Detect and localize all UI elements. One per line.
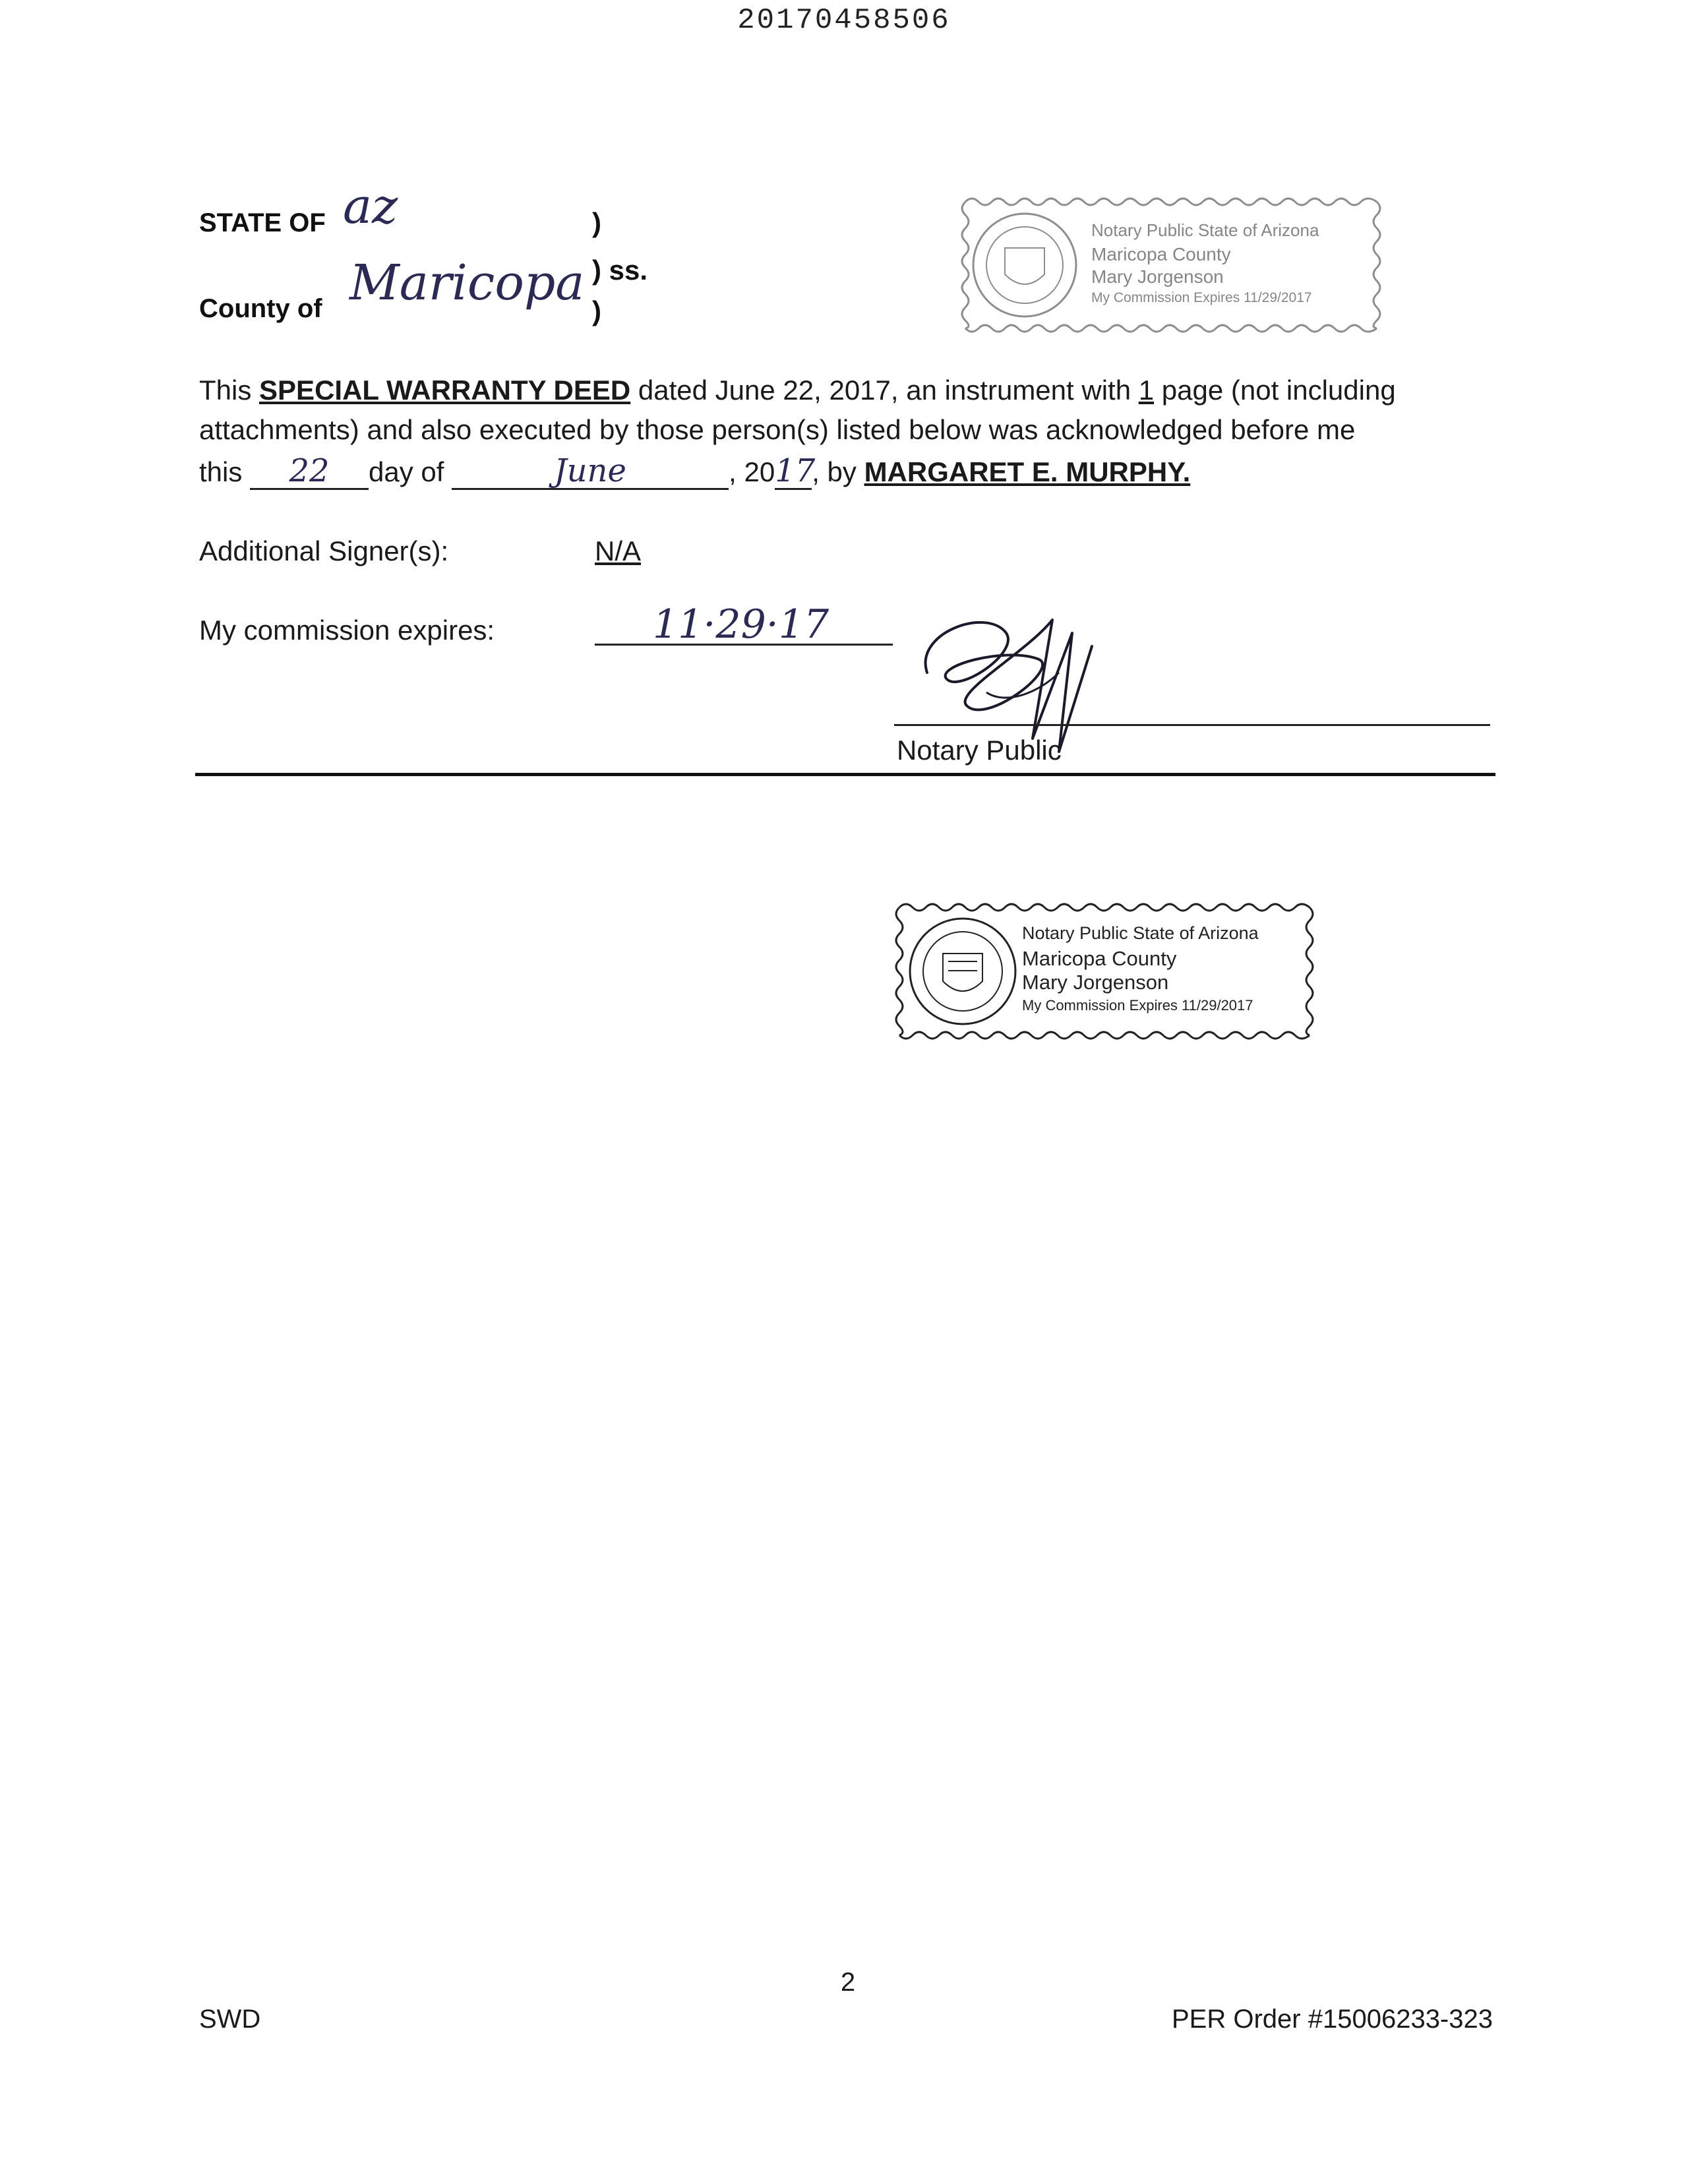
ack-line-2: attachments) and also executed by those person(s) listed below was acknowledged before me	[199, 414, 1356, 445]
ack-day-of: day of	[369, 456, 444, 487]
paren-3: )	[592, 295, 601, 326]
county-label: County of	[199, 294, 322, 323]
ss-label: ) ss.	[592, 255, 648, 286]
signature-line	[894, 724, 1490, 726]
stamp-line4: My Commission Expires 11/29/2017	[1022, 997, 1253, 1014]
additional-signers-label: Additional Signer(s):	[199, 535, 449, 566]
stamp-faded-line3: Mary Jorgenson	[1091, 266, 1224, 287]
stamp-line3: Mary Jorgenson	[1022, 971, 1169, 994]
ack-this-2: this	[199, 456, 243, 487]
state-handwritten: az	[343, 178, 398, 235]
year-blank	[775, 452, 816, 490]
notary-stamp-faded	[956, 193, 1386, 338]
ack-line-1	[199, 375, 1396, 406]
stamp-line2: Maricopa County	[1022, 947, 1177, 970]
notary-public-caption: Notary Public	[897, 735, 1062, 766]
stamp-faded-line4: My Commission Expires 11/29/2017	[1091, 290, 1312, 305]
document-number: 20170458506	[737, 4, 951, 37]
signer-name: MARGARET E. MURPHY.	[864, 456, 1191, 487]
stamp-faded-line1: Notary Public State of Arizona	[1091, 220, 1319, 240]
state-label: STATE OF	[199, 208, 326, 237]
section-divider	[195, 773, 1495, 776]
ack-seg2: page (not including	[1161, 375, 1396, 406]
notary-stamp	[890, 898, 1319, 1045]
additional-signers-value: N/A	[595, 535, 642, 566]
ack-by: , by	[812, 456, 857, 487]
county-handwritten: Maricopa	[349, 255, 585, 311]
commission-label: My commission expires:	[199, 615, 495, 646]
ack-seg1: dated June 22, 2017, an instrument with	[638, 375, 1131, 406]
stamp-faded-line2: Maricopa County	[1091, 244, 1231, 264]
day-handwritten: 22	[289, 452, 330, 489]
month-blank	[452, 452, 729, 490]
deed-title: SPECIAL WARRANTY DEED	[259, 375, 631, 406]
year-handwritten: 17	[775, 452, 816, 489]
commission-handwritten: 11·29·17	[653, 601, 829, 648]
footer-right: PER Order #15006233-323	[1172, 2005, 1493, 2034]
stamp-border-icon	[956, 193, 1386, 338]
ack-pages: 1	[1138, 375, 1155, 406]
ack-line-3	[199, 452, 1191, 490]
stamp-line1: Notary Public State of Arizona	[1022, 923, 1259, 943]
page-number: 2	[840, 1968, 856, 1997]
ack-this: This	[199, 375, 252, 406]
footer-left: SWD	[199, 2005, 261, 2034]
paren-1: )	[592, 207, 601, 238]
day-blank	[250, 452, 369, 490]
month-handwritten: June	[554, 452, 626, 489]
ack-year-prefix: , 20	[729, 456, 775, 487]
